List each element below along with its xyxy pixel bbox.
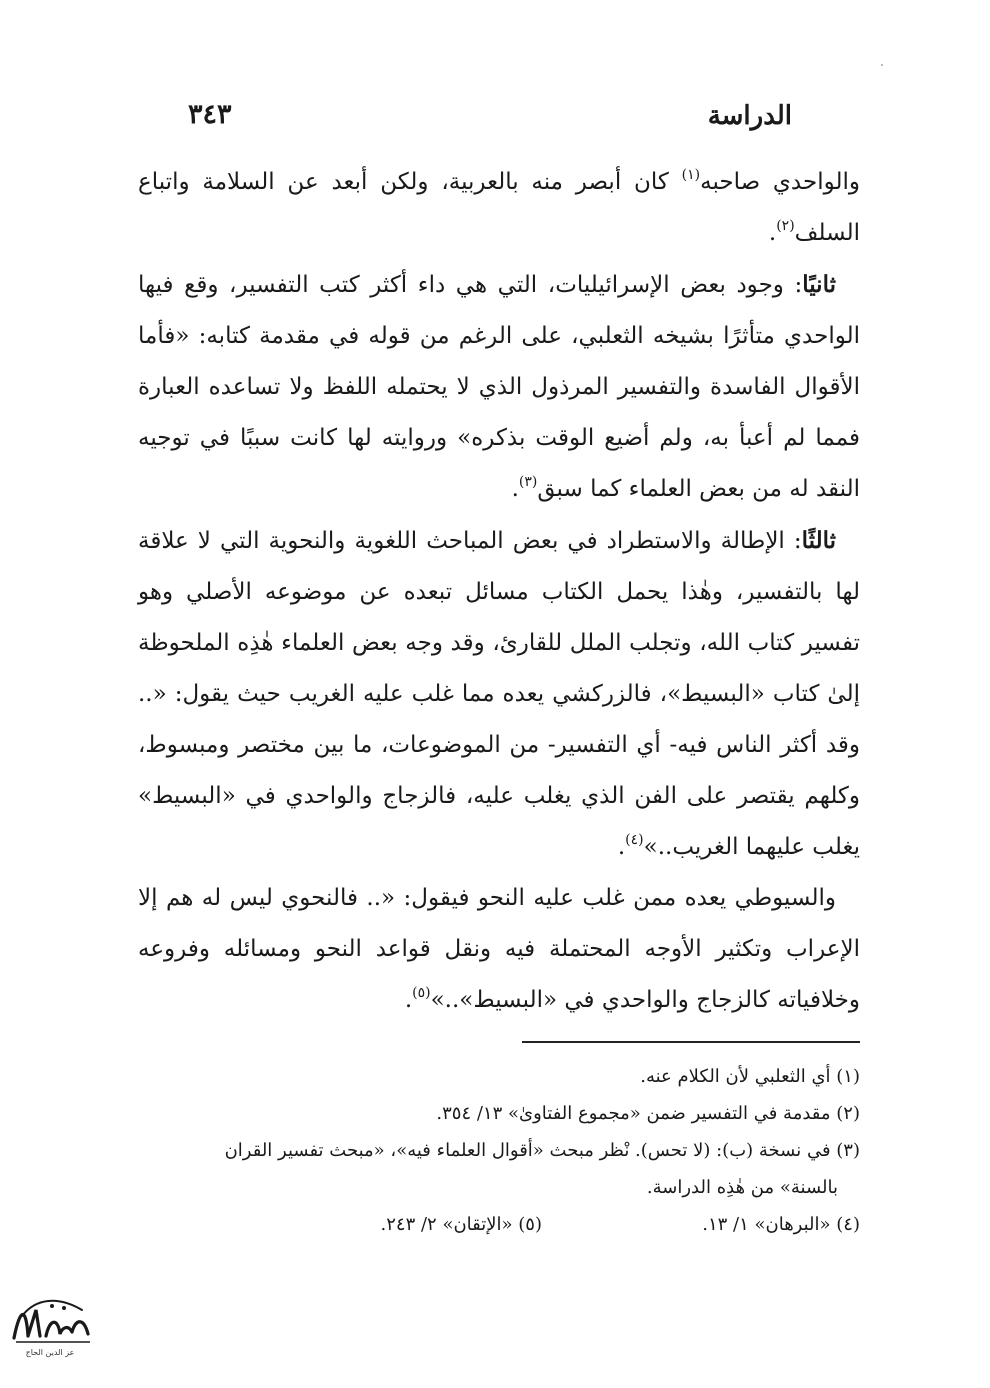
calligraphy-logo-icon	[6, 1288, 96, 1350]
footnote-5: (٥) «الإتقان» ٢/ ٢٤٣.	[380, 1214, 542, 1235]
paragraph-3-text: : الإطالة والاستطراد في بعض المباحث اللغوية والنحوية التي لا علاقة لها بالتفسير، وهٰذا يحمل الكتاب مسائل تبعده عن موضوعه الأصلي وهو تفسير كتاب الله، وتجلب الملل للقارئ، وقد وجه بعض العلماء هٰذِه الملحوظة إلىٰ كتاب «البسيط»، فالزركشي يعده مما غلب عليه الغريب حيث يقول: «.. وقد أكثر الناس فيه- أي التفسير- من الموضوعات، ما بين مختصر ومبسوط، وكلهم يقتصر على الفن الذي يغلب عليه، فالزجاج والواحدي في «البسيط» يغلب عليهما الغريب..»	[138, 528, 860, 860]
footnote-ref-3: (٣)	[518, 474, 538, 490]
paragraph-2-lead: ثانيًا	[802, 271, 836, 298]
paragraph-1-text-cont: كان أبصر منه بالعربية، ولكن أبعد عن السلامة واتباع السلف	[138, 169, 860, 246]
paragraph-3-lead: ثالثًا	[801, 527, 836, 554]
paragraph-1-end: .	[768, 220, 777, 246]
footnote-3: (٣) في نسخة (ب): (لا تحس). نْظر مبحث «أقوال العلماء فيه»، «مبحث تفسير القران	[224, 1140, 860, 1161]
paragraph-3	[138, 515, 860, 873]
footnote-4: (٤) «البرهان» ١/ ١٣.	[702, 1214, 860, 1235]
paragraph-4-end: .	[404, 987, 413, 1013]
footnote-ref-4: (٤)	[625, 832, 644, 848]
footnote-ref-1: (١)	[681, 167, 701, 183]
paragraph-1-text: والواحدي صاحبه	[700, 169, 860, 195]
footnotes	[138, 1058, 860, 1243]
paragraph-3-end: .	[617, 834, 626, 860]
footnote-ref-5: (٥)	[412, 985, 431, 1001]
margin-mark	[881, 64, 883, 66]
page-content	[138, 95, 860, 1235]
footnote-2: (٢) مقدمة في التفسير ضمن «مجموع الفتاوىٰ» ١٣/ ٣٥٤.	[436, 1103, 860, 1124]
footnote-1: (١) أي الثعلبي لأن الكلام عنه.	[640, 1066, 860, 1087]
page-header	[138, 95, 860, 139]
logo-caption: عز الدين الحاج	[25, 1348, 75, 1357]
paragraph-4-text: والسيوطي يعده ممن غلب عليه النحو فيقول: «.. فالنحوي ليس له هم إلا الإعراب وتكثير الأوجه المحتملة فيه ونقل قواعد النحو ومسائله وفروعه وخلافياته كالزجاج والواحدي في «البسيط»..»	[138, 885, 860, 1013]
paragraph-2	[138, 259, 860, 515]
footnote-ref-2: (٢)	[776, 218, 795, 234]
paragraph-4	[138, 873, 860, 1026]
footnote-3-continued: بالسنة» من هٰذِه الدراسة.	[646, 1177, 838, 1198]
main-text	[138, 157, 860, 1026]
page-number: ٣٤٣	[188, 99, 232, 130]
paragraph-1	[138, 157, 860, 259]
footnote-separator	[522, 1041, 860, 1043]
publisher-logo	[6, 1288, 96, 1378]
running-title: الدراسة	[707, 101, 792, 131]
paragraph-2-text: : وجود بعض الإسرائيليات، التي هي داء أكثر كتب التفسير، وقع فيها الواحدي متأثرًا بشيخه الثعلبي، على الرغم من قوله في مقدمة كتابه: «فأما الأقوال الفاسدة والتفسير المرذول الذي لا يحتمله اللفظ ولا تساعده العبارة فمما لم أعبأ به، ولم أضيع الوقت بذكره» وروايته لها كانت سببًا في توجيه النقد له من بعض العلماء كما سبق	[138, 272, 860, 502]
footnotes-4-5	[138, 1206, 860, 1243]
paragraph-2-end: .	[511, 476, 519, 502]
